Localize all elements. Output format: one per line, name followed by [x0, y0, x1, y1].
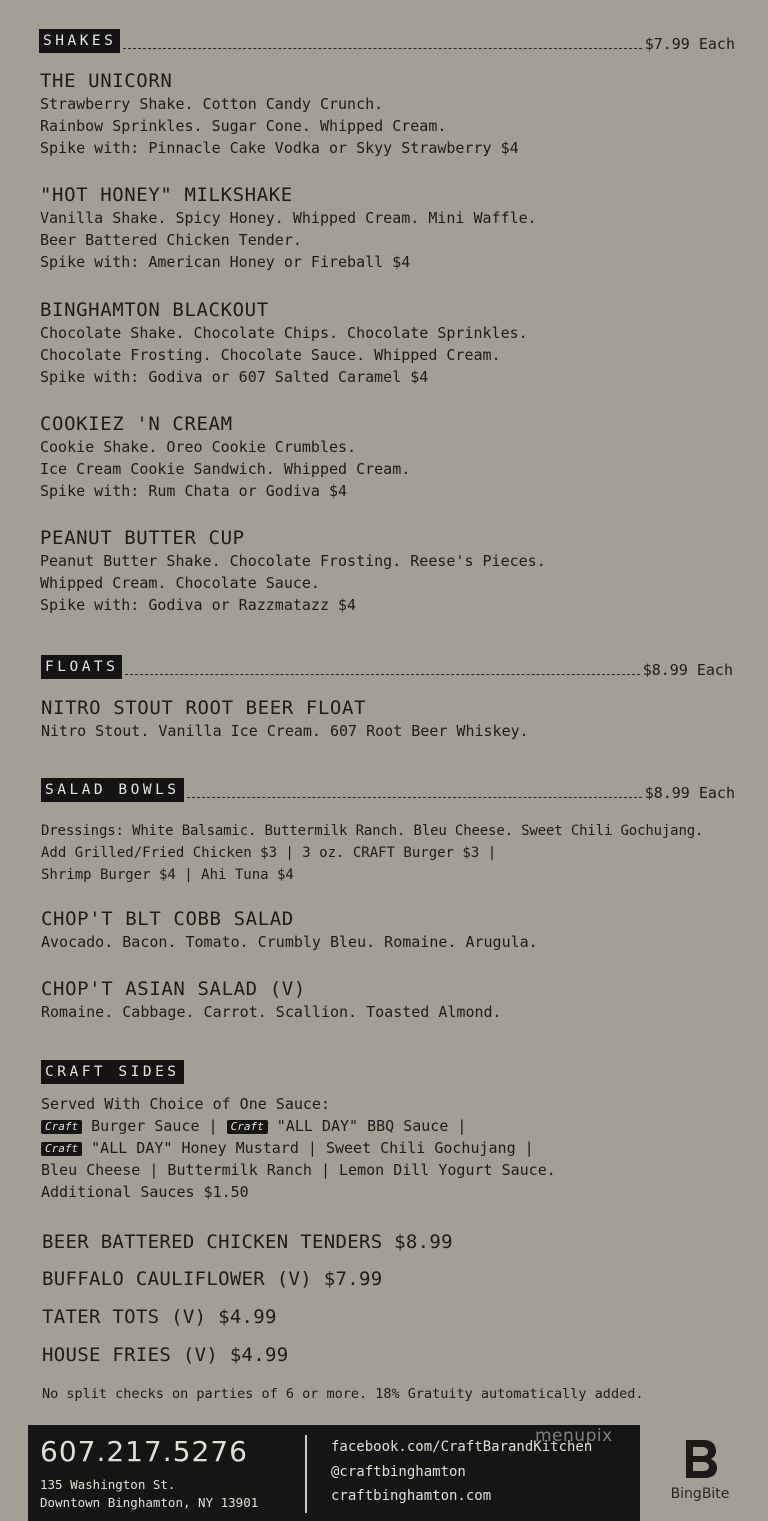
- item-name: CHOP'T ASIAN SALAD (V): [41, 978, 306, 1000]
- side-item: TATER TOTS (V) $4.99: [42, 1306, 277, 1328]
- side-item: BUFFALO CAULIFLOWER (V) $7.99: [42, 1268, 383, 1290]
- sauce-extra: Additional Sauces $1.50: [41, 1183, 249, 1201]
- craft-logo-chip: Craft: [41, 1142, 82, 1156]
- item-desc: Chocolate Shake. Chocolate Chips. Chocolate Sprinkles.: [40, 324, 528, 342]
- menu-item: [41, 697, 761, 742]
- item-desc: Nitro Stout. Vanilla Ice Cream. 607 Root Beer Whiskey.: [41, 722, 529, 740]
- item-desc: Avocado. Bacon. Tomato. Crumbly Bleu. Romaine. Arugula.: [41, 933, 538, 951]
- item-desc: Spike with: American Honey or Fireball $4: [40, 253, 411, 271]
- sauce-text: Burger Sauce |: [82, 1117, 227, 1135]
- social-handle[interactable]: @craftbinghamton: [331, 1464, 466, 1480]
- item-desc: Romaine. Cabbage. Carrot. Scallion. Toasted Almond.: [41, 1003, 502, 1021]
- floats-header: [41, 655, 733, 679]
- bingbite-wordmark: BingBite: [670, 1486, 730, 1502]
- salad-notes: [41, 820, 761, 886]
- menu-item: [40, 70, 760, 159]
- addons-line: Shrimp Burger $4 | Ahi Tuna $4: [41, 867, 294, 883]
- gratuity-notice: No split checks on parties of 6 or more. 18% Gratuity automatically added.: [42, 1386, 644, 1402]
- side-item: HOUSE FRIES (V) $4.99: [42, 1344, 289, 1366]
- item-desc: Cookie Shake. Oreo Cookie Crumbles.: [40, 438, 357, 456]
- menu-item: [40, 299, 760, 388]
- sides-header: [41, 1060, 184, 1084]
- item-desc: Spike with: Godiva or 607 Salted Caramel $4: [40, 368, 429, 386]
- sauce-line: [41, 1137, 761, 1159]
- craft-logo-chip: Craft: [227, 1120, 268, 1134]
- item-desc: Whipped Cream. Chocolate Sauce.: [40, 574, 320, 592]
- floats-price: $8.99 Each: [642, 661, 733, 679]
- footer-divider: [305, 1435, 307, 1513]
- phone-number[interactable]: 607.217.5276: [40, 1435, 248, 1468]
- address-street: 135 Washington St.: [40, 1477, 176, 1492]
- menu-item: [40, 527, 760, 616]
- item-name: CHOP'T BLT COBB SALAD: [41, 908, 294, 930]
- salads-header: [41, 778, 735, 802]
- section-tag-salad-bowls: SALAD BOWLS: [41, 778, 184, 802]
- item-name: NITRO STOUT ROOT BEER FLOAT: [41, 697, 367, 719]
- item-desc: Beer Battered Chicken Tender.: [40, 231, 302, 249]
- menu-item: [41, 908, 761, 953]
- sauce-text: "ALL DAY" BBQ Sauce |: [267, 1117, 467, 1135]
- sauce-intro: Served With Choice of One Sauce:: [41, 1095, 330, 1113]
- sauce-text: "ALL DAY" Honey Mustard | Sweet Chili Gochujang |: [82, 1139, 534, 1157]
- item-name: BINGHAMTON BLACKOUT: [40, 299, 269, 321]
- item-desc: Rainbow Sprinkles. Sugar Cone. Whipped Cream.: [40, 117, 447, 135]
- item-desc: Spike with: Godiva or Razzmatazz $4: [40, 596, 357, 614]
- shakes-price: $7.99 Each: [644, 35, 735, 53]
- sauce-info: [41, 1093, 761, 1203]
- sauce-line: [41, 1115, 761, 1137]
- menu-item: [40, 413, 760, 502]
- craft-logo-chip: Craft: [41, 1120, 82, 1134]
- sauce-line: Bleu Cheese | Buttermilk Ranch | Lemon Dill Yogurt Sauce.: [41, 1161, 556, 1179]
- bingbite-logo: [660, 1438, 740, 1508]
- item-desc: Chocolate Frosting. Chocolate Sauce. Whipped Cream.: [40, 346, 501, 364]
- addons-line: Add Grilled/Fried Chicken $3 | 3 oz. CRAFT Burger $3 |: [41, 845, 497, 861]
- address-city: Downtown Binghamton, NY 13901: [40, 1495, 259, 1510]
- watermark: menupix: [535, 1426, 613, 1446]
- item-desc: Vanilla Shake. Spicy Honey. Whipped Cream. Mini Waffle.: [40, 209, 537, 227]
- shakes-header: [39, 29, 735, 53]
- item-desc: Peanut Butter Shake. Chocolate Frosting. Reese's Pieces.: [40, 552, 546, 570]
- website-link[interactable]: craftbinghamton.com: [331, 1488, 492, 1504]
- item-name: THE UNICORN: [40, 70, 173, 92]
- section-tag-floats: FLOATS: [41, 655, 122, 679]
- item-desc: Spike with: Pinnacle Cake Vodka or Skyy Strawberry $4: [40, 139, 519, 157]
- menu-item: [40, 184, 760, 273]
- salads-price: $8.99 Each: [644, 784, 735, 802]
- item-desc: Spike with: Rum Chata or Godiva $4: [40, 482, 348, 500]
- dressings-line: Dressings: White Balsamic. Buttermilk Ranch. Bleu Cheese. Sweet Chili Gochujang.: [41, 823, 704, 839]
- dotted-leader: [125, 673, 639, 675]
- bingbite-b-icon: [680, 1438, 720, 1480]
- dotted-leader: [187, 796, 642, 798]
- section-tag-shakes: SHAKES: [39, 29, 120, 53]
- item-desc: Strawberry Shake. Cotton Candy Crunch.: [40, 95, 384, 113]
- facebook-link[interactable]: facebook.com/CraftBarandKitchen: [331, 1439, 593, 1455]
- item-name: "HOT HONEY" MILKSHAKE: [40, 184, 293, 206]
- item-desc: Ice Cream Cookie Sandwich. Whipped Cream.: [40, 460, 411, 478]
- item-name: PEANUT BUTTER CUP: [40, 527, 245, 549]
- item-name: COOKIEZ 'N CREAM: [40, 413, 233, 435]
- menu-item: [41, 978, 761, 1023]
- dotted-leader: [123, 47, 641, 49]
- section-tag-craft-sides: CRAFT SIDES: [41, 1060, 184, 1084]
- side-item: BEER BATTERED CHICKEN TENDERS $8.99: [42, 1231, 453, 1253]
